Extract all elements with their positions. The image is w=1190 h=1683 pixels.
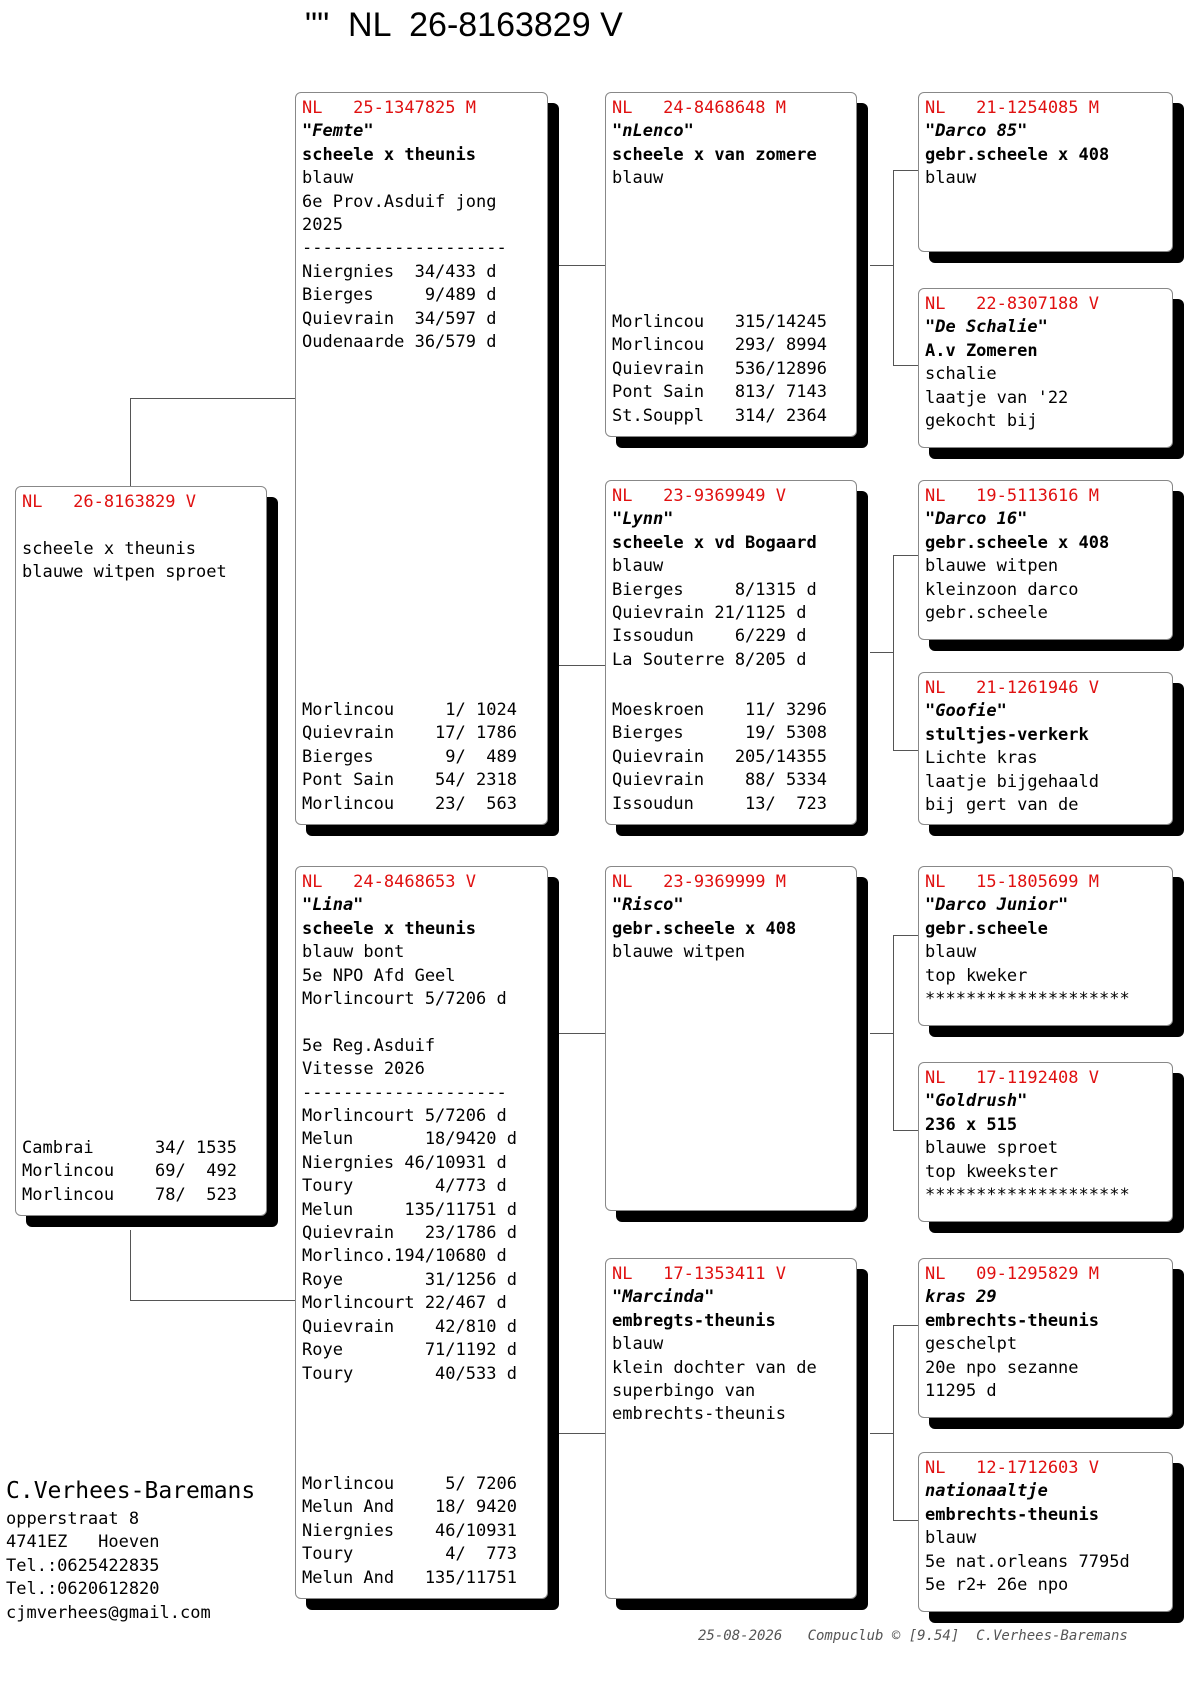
- result-line: Pont Sain 813/ 7143: [612, 382, 827, 403]
- ring-number: NL 26-8163829 V: [22, 492, 196, 512]
- connector: [893, 1520, 918, 1521]
- info-line: Oudenaarde 36/579 d: [302, 332, 497, 353]
- info-line: Niergnies 46/10931 d: [302, 1152, 507, 1173]
- pigeon-name: "Lynn": [612, 509, 674, 530]
- owner-line: cjmverhees@gmail.com: [6, 1602, 211, 1623]
- info-line: blauw: [612, 1334, 664, 1355]
- ring-number: NL 09-1295829 M: [925, 1264, 1099, 1284]
- pigeon-name: kras 29: [925, 1287, 997, 1308]
- bloodline: 236 x 515: [925, 1114, 1018, 1135]
- info-line: 2025: [302, 215, 343, 236]
- bloodline: scheele x van zomere: [612, 144, 817, 165]
- info-line: blauw bont: [302, 942, 405, 963]
- result-line: Morlincou 69/ 492: [22, 1161, 237, 1182]
- owner-name: C.Verhees-Baremans: [6, 1478, 256, 1504]
- info-line: Melun 135/11751 d: [302, 1199, 517, 1220]
- info-line: Roye 31/1256 d: [302, 1269, 517, 1290]
- ring-number: NL 15-1805699 M: [925, 872, 1099, 892]
- result-line: Bierges 19/ 5308: [612, 723, 827, 744]
- result-line: Issoudun 13/ 723: [612, 793, 827, 814]
- result-line: Morlincou 23/ 563: [302, 793, 517, 814]
- info-line: 5e Reg.Asduif: [302, 1035, 436, 1056]
- connector: [555, 465, 559, 466]
- ring-number: NL 23-9369999 M: [612, 872, 786, 892]
- connector: [893, 1130, 918, 1131]
- info-line: Niergnies 34/433 d: [302, 261, 497, 282]
- ggp-ffm-card[interactable]: [918, 288, 1173, 448]
- ggp-mff-card[interactable]: [918, 866, 1173, 1026]
- info-line: [22, 514, 260, 537]
- ggp-fmm-card[interactable]: [918, 672, 1173, 825]
- result-line: Morlincou 1/ 1024: [302, 699, 517, 720]
- ring-number: NL 24-8468653 V: [302, 872, 476, 892]
- pigeon-name: "Femte": [302, 121, 374, 142]
- bloodline: gebr.scheele x 408: [612, 918, 797, 939]
- info-line: blauwe witpen: [925, 556, 1059, 577]
- connector: [893, 750, 918, 751]
- info-line: --------------------: [302, 238, 507, 259]
- result-line: Cambrai 34/ 1535: [22, 1137, 237, 1158]
- pigeon-name: "Darco 16": [925, 509, 1028, 530]
- info-line: Bierges 8/1315 d: [612, 579, 817, 600]
- info-line: ********************: [925, 1185, 1130, 1206]
- info-line: blauwe witpen: [612, 942, 746, 963]
- pigeon-name: "Goofie": [925, 701, 1007, 722]
- info-line: Quievrain 21/1125 d: [612, 603, 807, 624]
- info-line: scheele x theunis: [22, 538, 196, 559]
- connector: [130, 1300, 295, 1301]
- connector: [130, 1230, 131, 1300]
- info-line: blauw: [925, 942, 977, 963]
- bloodline: gebr.scheele x 408: [925, 144, 1110, 165]
- bloodline: scheele x theunis: [302, 918, 476, 939]
- ggp-fmf-card[interactable]: [918, 480, 1173, 640]
- info-line: blauw: [925, 1528, 977, 1549]
- ring-number: NL 17-1192408 V: [925, 1068, 1099, 1088]
- bloodline: scheele x theunis: [302, 144, 476, 165]
- bloodline: embregts-theunis: [612, 1310, 776, 1331]
- connector: [555, 1233, 559, 1234]
- info-line: superbingo van: [612, 1381, 756, 1402]
- owner-line: opperstraat 8: [6, 1509, 140, 1529]
- info-line: Morlincourt 5/7206 d: [302, 989, 507, 1010]
- info-line: embrechts-theunis: [612, 1404, 786, 1425]
- bloodline: gebr.scheele x 408: [925, 532, 1110, 553]
- bloodline: A.v Zomeren: [925, 340, 1038, 361]
- info-line: 6e Prov.Asduif jong: [302, 191, 497, 212]
- ring-number: NL 24-8468648 M: [612, 98, 786, 118]
- owner-line: Tel.:0620612820: [6, 1579, 160, 1600]
- connector: [558, 265, 605, 266]
- info-line: Quievrain 42/810 d: [302, 1316, 517, 1337]
- result-line: Toury 4/ 773: [302, 1544, 517, 1565]
- result-line: Morlincou 315/14245: [612, 311, 827, 332]
- info-line: 20e npo sezanne: [925, 1357, 1079, 1378]
- result-line: Quievrain 88/ 5334: [612, 770, 827, 791]
- info-line: Quievrain 23/1786 d: [302, 1223, 517, 1244]
- info-line: blauw: [612, 556, 664, 577]
- connector: [893, 555, 918, 556]
- bloodline: embrechts-theunis: [925, 1310, 1099, 1331]
- paternal-grandfather-card[interactable]: [605, 92, 857, 437]
- ring-number: NL 22-8307188 V: [925, 294, 1099, 314]
- result-line: Quievrain 17/ 1786: [302, 723, 517, 744]
- pigeon-name: "Lina": [302, 895, 364, 916]
- pigeon-name: "Goldrush": [925, 1091, 1028, 1112]
- ring-number: NL 17-1353411 V: [612, 1264, 786, 1284]
- connector: [893, 1325, 918, 1326]
- father-card[interactable]: [295, 92, 548, 825]
- info-line: 11295 d: [925, 1381, 997, 1402]
- connector: [558, 1033, 605, 1034]
- pigeon-name: "Marcinda": [612, 1287, 715, 1308]
- owner-block: [6, 1478, 255, 1625]
- bloodline: gebr.scheele: [925, 918, 1048, 939]
- info-line: blauwe witpen sproet: [22, 562, 227, 583]
- info-line: Vitesse 2026: [302, 1059, 425, 1080]
- info-line: 5e NPO Afd Geel: [302, 965, 456, 986]
- pigeon-name: "Darco 85": [925, 121, 1028, 142]
- info-line: laatje bijgehaald: [925, 771, 1099, 792]
- page-title: "" NL 26-8163829 V: [305, 6, 623, 44]
- ring-number: NL 21-1254085 M: [925, 98, 1099, 118]
- results-list: [612, 311, 850, 428]
- result-line: St.Souppl 314/ 2364: [612, 405, 827, 426]
- info-line: blauw: [302, 168, 354, 189]
- info-line: Morlincourt 22/467 d: [302, 1293, 507, 1314]
- ggp-mmf-card[interactable]: [918, 1258, 1173, 1418]
- info-line: La Souterre 8/205 d: [612, 649, 807, 670]
- info-line: Lichte kras: [925, 748, 1038, 769]
- owner-line: 4741EZ Hoeven: [6, 1532, 160, 1553]
- pigeon-name: "De Schalie": [925, 317, 1048, 338]
- result-line: Moeskroen 11/ 3296: [612, 699, 827, 720]
- info-line: 5e nat.orleans 7795d: [925, 1551, 1130, 1572]
- subject-card[interactable]: [15, 486, 267, 1216]
- result-line: Bierges 9/ 489: [302, 746, 517, 767]
- info-line: bij gert van de: [925, 795, 1079, 816]
- results-list: [302, 1473, 541, 1590]
- results-list: [302, 699, 541, 816]
- ggp-mmm-card[interactable]: [918, 1452, 1173, 1612]
- connector: [558, 1433, 605, 1434]
- ring-number: NL 12-1712603 V: [925, 1458, 1099, 1478]
- connector: [130, 398, 131, 486]
- info-line: schalie: [925, 364, 997, 385]
- result-line: Pont Sain 54/ 2318: [302, 770, 517, 791]
- pigeon-name: "Darco Junior": [925, 895, 1069, 916]
- connector: [893, 1325, 894, 1520]
- info-line: Melun 18/9420 d: [302, 1129, 517, 1150]
- connector: [893, 170, 918, 171]
- info-line: Toury 40/533 d: [302, 1363, 517, 1384]
- info-line: top kweekster: [925, 1161, 1059, 1182]
- pigeon-name: "Risco": [612, 895, 684, 916]
- result-line: Melun And 135/11751: [302, 1567, 517, 1588]
- ring-number: NL 25-1347825 M: [302, 98, 476, 118]
- connector: [558, 665, 605, 666]
- mother-card[interactable]: [295, 866, 548, 1599]
- connector: [893, 935, 918, 936]
- bloodline: scheele x vd Bogaard: [612, 532, 817, 553]
- result-line: Morlincou 5/ 7206: [302, 1473, 517, 1494]
- info-line: kleinzoon darco: [925, 579, 1079, 600]
- info-line: geschelpt: [925, 1334, 1018, 1355]
- ring-number: NL 19-5113616 M: [925, 486, 1099, 506]
- connector: [893, 170, 894, 365]
- maternal-grandfather-card[interactable]: [605, 866, 857, 1211]
- info-line: gekocht bij: [925, 411, 1038, 432]
- pigeon-name: nationaaltje: [925, 1481, 1048, 1502]
- result-line: Morlincou 78/ 523: [22, 1184, 237, 1205]
- result-line: Niergnies 46/10931: [302, 1520, 517, 1541]
- info-line: [302, 1011, 541, 1034]
- info-line: blauw: [612, 168, 664, 189]
- info-line: ********************: [925, 989, 1130, 1010]
- results-list: [612, 699, 850, 816]
- info-line: Quievrain 34/597 d: [302, 308, 497, 329]
- result-line: Quievrain 536/12896: [612, 358, 827, 379]
- info-line: Toury 4/773 d: [302, 1176, 507, 1197]
- ring-number: NL 21-1261946 V: [925, 678, 1099, 698]
- info-line: Morlinco.194/10680 d: [302, 1246, 507, 1267]
- connector: [870, 1433, 894, 1434]
- info-line: gebr.scheele: [925, 603, 1048, 624]
- connector: [870, 652, 894, 653]
- ggp-mfm-card[interactable]: [918, 1062, 1173, 1222]
- connector: [870, 265, 894, 266]
- maternal-grandmother-card[interactable]: [605, 1258, 857, 1599]
- connector: [893, 365, 918, 366]
- owner-line: Tel.:0625422835: [6, 1555, 160, 1576]
- info-line: Roye 71/1192 d: [302, 1340, 517, 1361]
- connector: [130, 398, 295, 399]
- ggp-fff-card[interactable]: [918, 92, 1173, 252]
- connector: [870, 1033, 894, 1034]
- footer-credit: 25-08-2026 Compuclub © [9.54] C.Verhees-Baremans: [698, 1628, 1128, 1644]
- info-line: Bierges 9/489 d: [302, 285, 497, 306]
- bloodline: embrechts-theunis: [925, 1504, 1099, 1525]
- info-line: blauw: [925, 168, 977, 189]
- info-line: laatje van '22: [925, 387, 1069, 408]
- result-line: Melun And 18/ 9420: [302, 1497, 517, 1518]
- info-line: 5e r2+ 26e npo: [925, 1575, 1069, 1596]
- results-list: [22, 1137, 260, 1207]
- pigeon-name: "nLenco": [612, 121, 694, 142]
- info-line: top kweker: [925, 965, 1028, 986]
- result-line: Morlincou 293/ 8994: [612, 335, 827, 356]
- info-line: Issoudun 6/229 d: [612, 626, 807, 647]
- info-line: klein dochter van de: [612, 1357, 817, 1378]
- result-line: Quievrain 205/14355: [612, 746, 827, 767]
- info-line: blauwe sproet: [925, 1138, 1059, 1159]
- bloodline: stultjes-verkerk: [925, 724, 1089, 745]
- info-line: Morlincourt 5/7206 d: [302, 1106, 507, 1127]
- info-line: --------------------: [302, 1082, 507, 1103]
- paternal-grandmother-card[interactable]: [605, 480, 857, 825]
- ring-number: NL 23-9369949 V: [612, 486, 786, 506]
